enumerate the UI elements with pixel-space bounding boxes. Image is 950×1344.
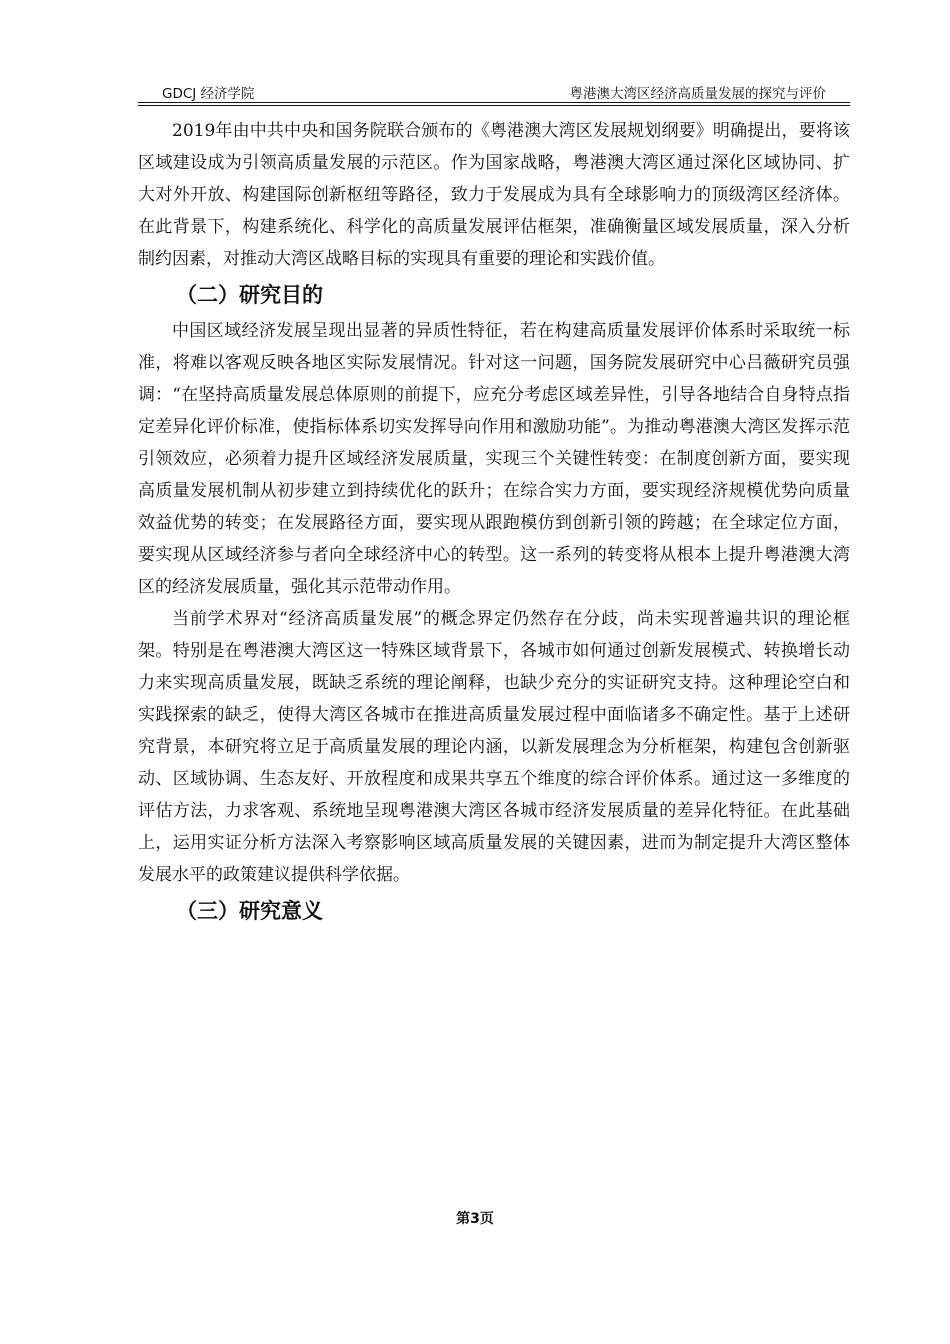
- purpose-paragraph-2: 当前学术界对“经济高质量发展”的概念界定仍然存在分歧，尚未实现普遍共识的理论框架。特别是在粤港澳大湾区这一特殊区域背景下，各城市如何通过创新发展模式、转换增长动力来实现高质量发展，既缺乏系统的理论阐释，也缺少充分的实证研究支持。这种理论空白和实践探索的缺乏，使得大湾区各城市在推进高质量发展过程中面临诸多不确定性。基于上述研究背景，本研究将立足于高质量发展的理论内涵，以新发展理念为分析框架，构建包含创新驱动、区域协调、生态友好、开放程度和成果共享五个维度的综合评价体系。通过这一多维度的评估方法，力求客观、系统地呈现粤港澳大湾区各城市经济发展质量的差异化特征。在此基础上，运用实证分析方法深入考察影响区域高质量发展的关键因素，进而为制定提升大湾区整体发展水平的政策建议提供科学依据。: [138, 609, 850, 885]
- purpose-paragraph-1: 中国区域经济发展呈现出显著的异质性特征，若在构建高质量发展评价体系时采取统一标准，将难以客观反映各地区实际发展情况。针对这一问题，国务院发展研究中心吕薇研究员强调：“在坚持高质量发展总体原则的前提下，应充分考虑区域差异性，引导各地结合自身特点指定差异化评价标准，使指标体系切实发挥导向作用和激励功能”。为推动粤港澳大湾区发挥示范引领效应，必须着力提升区域经济发展质量，实现三个关键性转变：在制度创新方面，要实现高质量发展机制从初步建立到持续优化的跃升；在综合实力方面，要实现经济规模优势向质量效益优势的转变；在发展路径方面，要实现从跟跑模仿到创新引领的跨越；在全球定位方面，要实现从区域经济参与者向全球经济中心的转型。这一系列的转变将从根本上提升粤港澳大湾区的经济发展质量，强化其示范带动作用。: [138, 321, 850, 597]
- page-header: [138, 78, 850, 102]
- header-divider: [138, 102, 850, 103]
- section-heading-significance: （三）研究意义: [176, 899, 323, 923]
- page-number: 第3页: [456, 1211, 494, 1227]
- header-divider-thin: [138, 105, 850, 106]
- intro-paragraph: 2019年由中共中央和国务院联合颁布的《粤港澳大湾区发展规划纲要》明确提出，要将该区域建设成为引领高质量发展的示范区。作为国家战略，粤港澳大湾区通过深化区域协同、扩大对外开放、构建国际创新枢纽等路径，致力于发展成为具有全球影响力的顶级湾区经济体。在此背景下，构建系统化、科学化的高质量发展评估框架，准确衡量区域发展质量，深入分析制约因素，对推动大湾区战略目标的实现具有重要的理论和实践价值。: [138, 121, 850, 269]
- page-content: [138, 115, 850, 931]
- header-left-text: GDCJ 经济学院: [162, 86, 255, 102]
- section-heading-purpose: （二）研究目的: [176, 283, 323, 307]
- header-right-title: 粤港澳大湾区经济高质量发展的探究与评价: [569, 86, 826, 102]
